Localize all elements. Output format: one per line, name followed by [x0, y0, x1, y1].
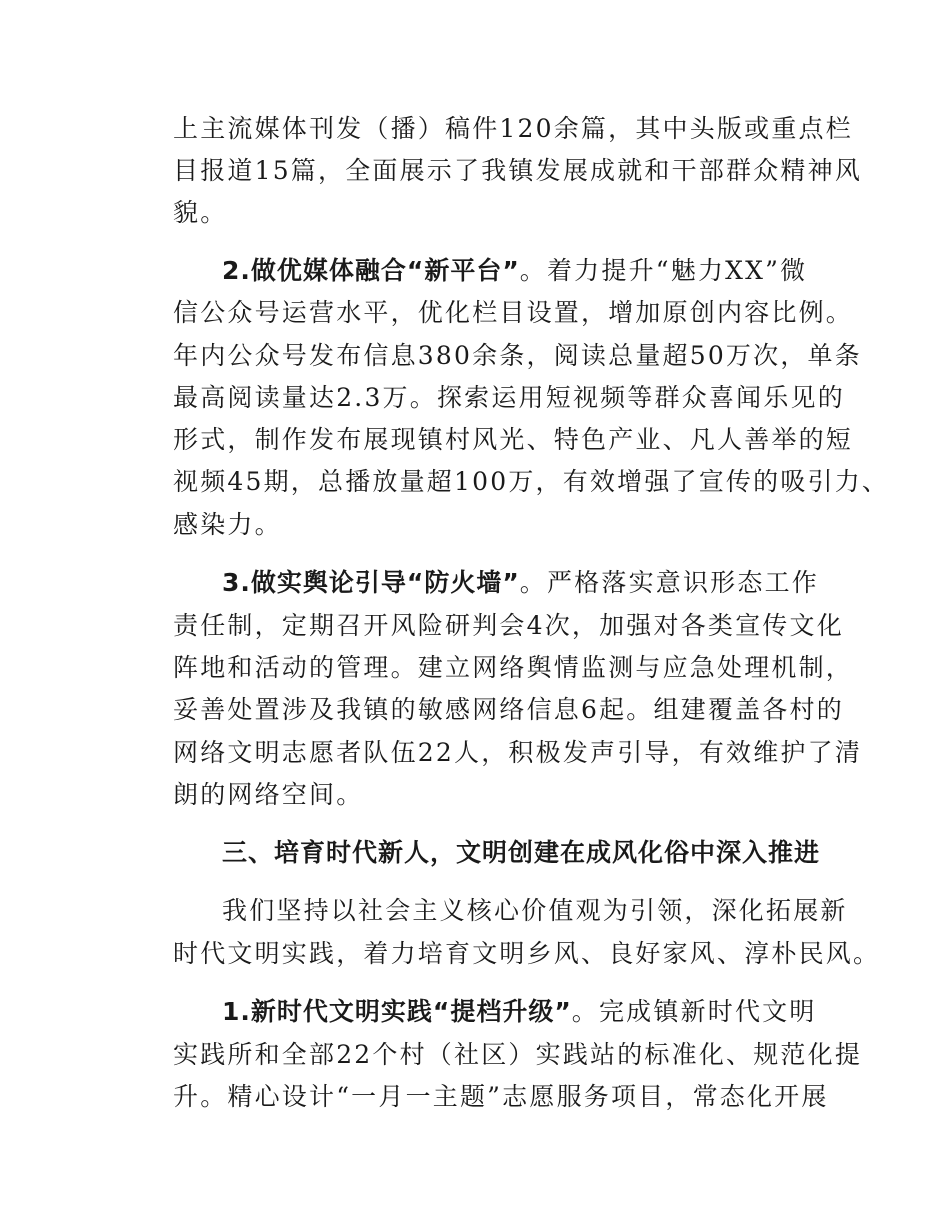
paragraph-line: 妥善处置涉及我镇的敏感网络信息6起。组建覆盖各村的 — [173, 695, 844, 724]
paragraph-line: 升。精心设计“一月一主题”志愿服务项目，常态化开展 — [173, 1082, 829, 1111]
paragraph-line: 感染力。 — [173, 510, 282, 539]
paragraph-line: 年内公众号发布信息380余条，阅读总量超50万次，单条 — [173, 341, 862, 370]
subsection-3-line — [222, 568, 819, 598]
paragraph-line: 信公众号运营水平，优化栏目设置，增加原创内容比例。 — [173, 298, 854, 327]
subsection-1-title: 1.新时代文明实践“提档升级” — [222, 997, 572, 1026]
paragraph-line: 貌。 — [173, 198, 228, 227]
paragraph-line: 责任制，定期召开风险研判会4次，加强对各类宣传文化 — [173, 611, 844, 640]
paragraph-line: 形式，制作发布展现镇村风光、特色产业、凡人善举的短 — [173, 425, 854, 454]
paragraph-line: 网络文明志愿者队伍22人，积极发声引导，有效维护了清 — [173, 738, 863, 767]
paragraph-line: 我们坚持以社会主义核心价值观为引领，深化拓展新 — [222, 896, 848, 925]
paragraph-line: 视频45期，总播放量超100万，有效增强了宣传的吸引力、 — [173, 467, 890, 496]
paragraph-line: 目报道15篇，全面展示了我镇发展成就和干部群众精神风 — [173, 156, 863, 185]
paragraph-line: 阵地和活动的管理。建立网络舆情监测与应急处理机制， — [173, 653, 854, 682]
subsection-1-line — [222, 997, 817, 1027]
subsection-1-text: 。完成镇新时代文明 — [571, 997, 817, 1026]
subsection-3-text: 。严格落实意识形态工作 — [519, 568, 819, 597]
paragraph-line: 时代文明实践，着力培育文明乡风、良好家风、淳朴民风。 — [173, 939, 881, 968]
subsection-2-text: 。着力提升“魅力XX”微 — [519, 256, 808, 285]
paragraph-line: 实践所和全部22个村（社区）实践站的标准化、规范化提 — [173, 1040, 863, 1069]
section-3-heading: 三、培育时代新人，文明创建在成风化俗中深入推进 — [222, 838, 821, 867]
subsection-2-line — [222, 256, 807, 286]
subsection-2-title: 2.做优媒体融合“新平台” — [222, 256, 520, 285]
subsection-3-title: 3.做实舆论引导“防火墙” — [222, 568, 520, 597]
paragraph-line: 朗的网络空间。 — [173, 780, 364, 809]
paragraph-line: 最高阅读量达2.3万。探索运用短视频等群众喜闻乐见的 — [173, 383, 845, 412]
paragraph-line: 上主流媒体刊发（播）稿件120余篇，其中头版或重点栏 — [173, 114, 853, 143]
